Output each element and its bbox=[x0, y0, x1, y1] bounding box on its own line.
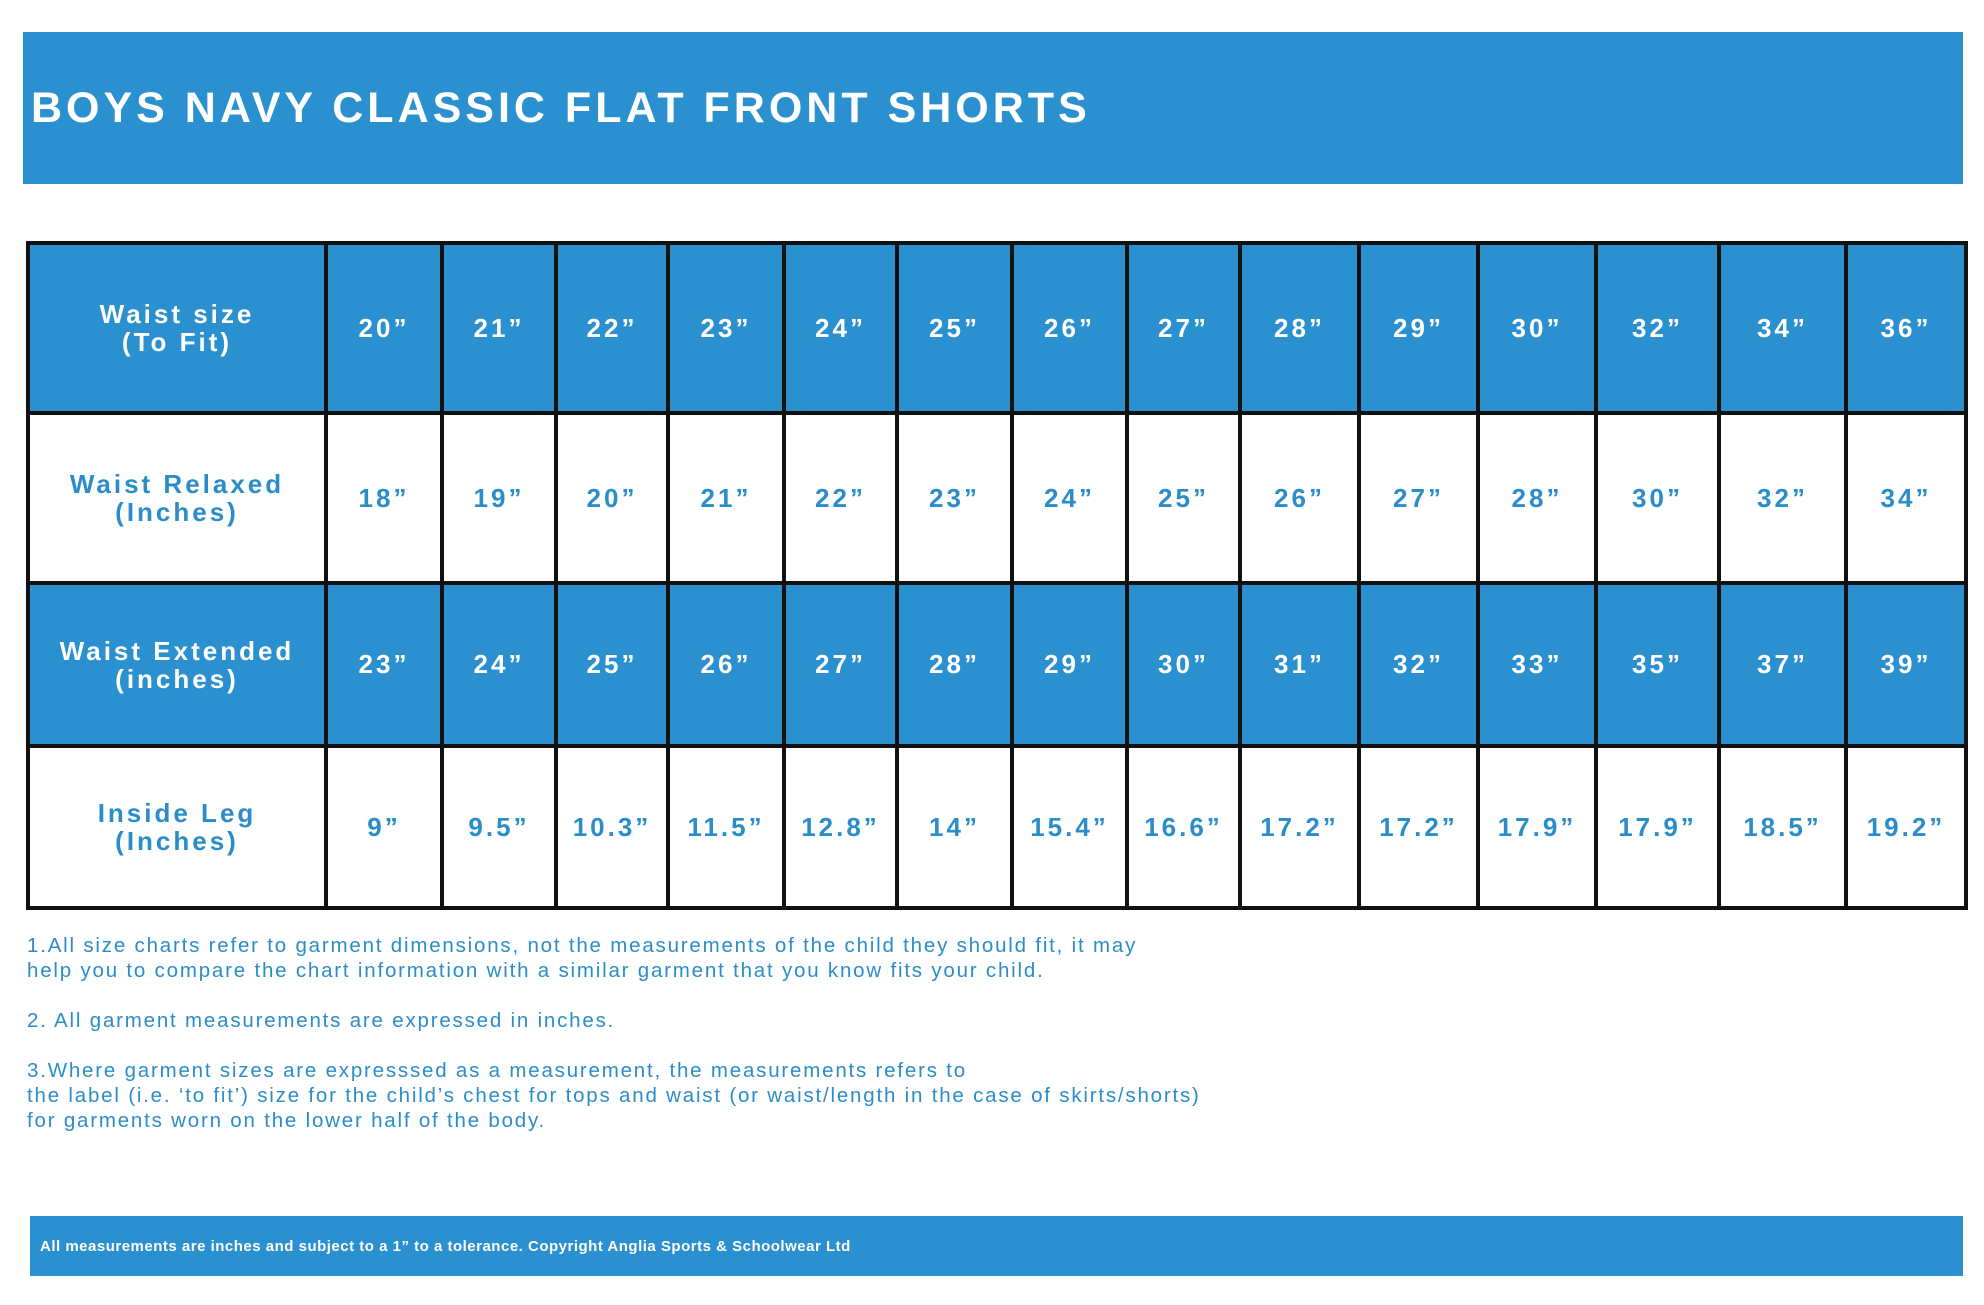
size-cell: 32” bbox=[1359, 583, 1478, 746]
size-chart-table bbox=[26, 241, 1968, 910]
size-cell: 27” bbox=[1359, 413, 1478, 583]
size-cell: 18.5” bbox=[1719, 746, 1846, 908]
size-cell: 28” bbox=[1478, 413, 1596, 583]
size-cell: 24” bbox=[784, 243, 897, 413]
size-cell: 29” bbox=[1359, 243, 1478, 413]
size-cell: 32” bbox=[1596, 243, 1719, 413]
size-cell: 27” bbox=[1127, 243, 1240, 413]
size-cell: 35” bbox=[1596, 583, 1719, 746]
table-row bbox=[28, 413, 1966, 583]
size-cell: 24” bbox=[1012, 413, 1127, 583]
table-row bbox=[28, 583, 1966, 746]
size-cell: 11.5” bbox=[668, 746, 784, 908]
size-cell: 30” bbox=[1596, 413, 1719, 583]
note-line: help you to compare the chart information with a similar garment that you know fits your child. bbox=[27, 959, 1045, 982]
table-row bbox=[28, 243, 1966, 413]
size-cell: 12.8” bbox=[784, 746, 897, 908]
row-label-line: (To Fit) bbox=[121, 327, 233, 357]
size-cell: 36” bbox=[1846, 243, 1966, 413]
size-cell: 23” bbox=[668, 243, 784, 413]
size-cell: 31” bbox=[1240, 583, 1359, 746]
size-cell: 25” bbox=[1127, 413, 1240, 583]
row-label-line: (Inches) bbox=[115, 826, 239, 856]
size-cell: 10.3” bbox=[556, 746, 668, 908]
note-line: the label (i.e. ‘to fit’) size for the child’s chest for tops and waist (or waist/length in the case of skirts/shorts) bbox=[27, 1084, 1201, 1107]
size-cell: 24” bbox=[442, 583, 556, 746]
size-cell: 30” bbox=[1478, 243, 1596, 413]
row-label bbox=[28, 583, 326, 746]
size-cell: 30” bbox=[1127, 583, 1240, 746]
note-line: 1.All size charts refer to garment dimensions, not the measurements of the child they should fit, it may bbox=[27, 934, 1138, 957]
size-cell: 27” bbox=[784, 583, 897, 746]
size-cell: 9” bbox=[326, 746, 442, 908]
size-cell: 23” bbox=[326, 583, 442, 746]
size-cell: 25” bbox=[556, 583, 668, 746]
page-title: BOYS NAVY CLASSIC FLAT FRONT SHORTS bbox=[31, 83, 1091, 132]
size-cell: 16.6” bbox=[1127, 746, 1240, 908]
note-line: for garments worn on the lower half of the body. bbox=[27, 1109, 547, 1132]
size-cell: 14” bbox=[897, 746, 1012, 908]
note-paragraph bbox=[27, 933, 1527, 983]
size-cell: 18” bbox=[326, 413, 442, 583]
row-label-line: Waist Extended bbox=[59, 635, 295, 666]
size-cell: 26” bbox=[1012, 243, 1127, 413]
size-cell: 34” bbox=[1846, 413, 1966, 583]
size-cell: 28” bbox=[897, 583, 1012, 746]
size-cell: 26” bbox=[1240, 413, 1359, 583]
note-paragraph bbox=[27, 1058, 1527, 1133]
size-cell: 19” bbox=[442, 413, 556, 583]
size-cell: 19.2” bbox=[1846, 746, 1966, 908]
row-label bbox=[28, 746, 326, 908]
notes-section bbox=[27, 933, 1527, 1158]
footer-banner bbox=[30, 1216, 1963, 1276]
size-cell: 25” bbox=[897, 243, 1012, 413]
size-cell: 9.5” bbox=[442, 746, 556, 908]
size-cell: 29” bbox=[1012, 583, 1127, 746]
size-cell: 32” bbox=[1719, 413, 1846, 583]
size-cell: 20” bbox=[326, 243, 442, 413]
size-cell: 37” bbox=[1719, 583, 1846, 746]
row-label-line: (Inches) bbox=[115, 497, 239, 527]
size-cell: 21” bbox=[442, 243, 556, 413]
row-label-line: Waist size bbox=[99, 299, 255, 329]
size-cell: 26” bbox=[668, 583, 784, 746]
size-cell: 34” bbox=[1719, 243, 1846, 413]
footer-text: All measurements are inches and subject to a 1” to a tolerance. Copyright Anglia Sports & Schoolwear Ltd bbox=[40, 1237, 851, 1255]
table-row bbox=[28, 746, 1966, 908]
title-banner bbox=[23, 32, 1963, 184]
row-label-line: (inches) bbox=[115, 663, 239, 694]
note-line: 2. All garment measurements are expressed in inches. bbox=[27, 1009, 616, 1032]
size-cell: 17.2” bbox=[1240, 746, 1359, 908]
row-label-line: Waist Relaxed bbox=[69, 469, 285, 499]
row-label bbox=[28, 413, 326, 583]
size-cell: 33” bbox=[1478, 583, 1596, 746]
note-line: 3.Where garment sizes are expresssed as a measurement, the measurements refers to bbox=[27, 1059, 967, 1082]
size-cell: 22” bbox=[556, 243, 668, 413]
size-cell: 17.2” bbox=[1359, 746, 1478, 908]
size-cell: 28” bbox=[1240, 243, 1359, 413]
size-cell: 17.9” bbox=[1596, 746, 1719, 908]
size-cell: 39” bbox=[1846, 583, 1966, 746]
size-cell: 21” bbox=[668, 413, 784, 583]
size-cell: 17.9” bbox=[1478, 746, 1596, 908]
row-label bbox=[28, 243, 326, 413]
size-cell: 23” bbox=[897, 413, 1012, 583]
row-label-line: Inside Leg bbox=[97, 798, 257, 828]
size-cell: 20” bbox=[556, 413, 668, 583]
size-cell: 22” bbox=[784, 413, 897, 583]
size-cell: 15.4” bbox=[1012, 746, 1127, 908]
note-paragraph bbox=[27, 1008, 1527, 1033]
